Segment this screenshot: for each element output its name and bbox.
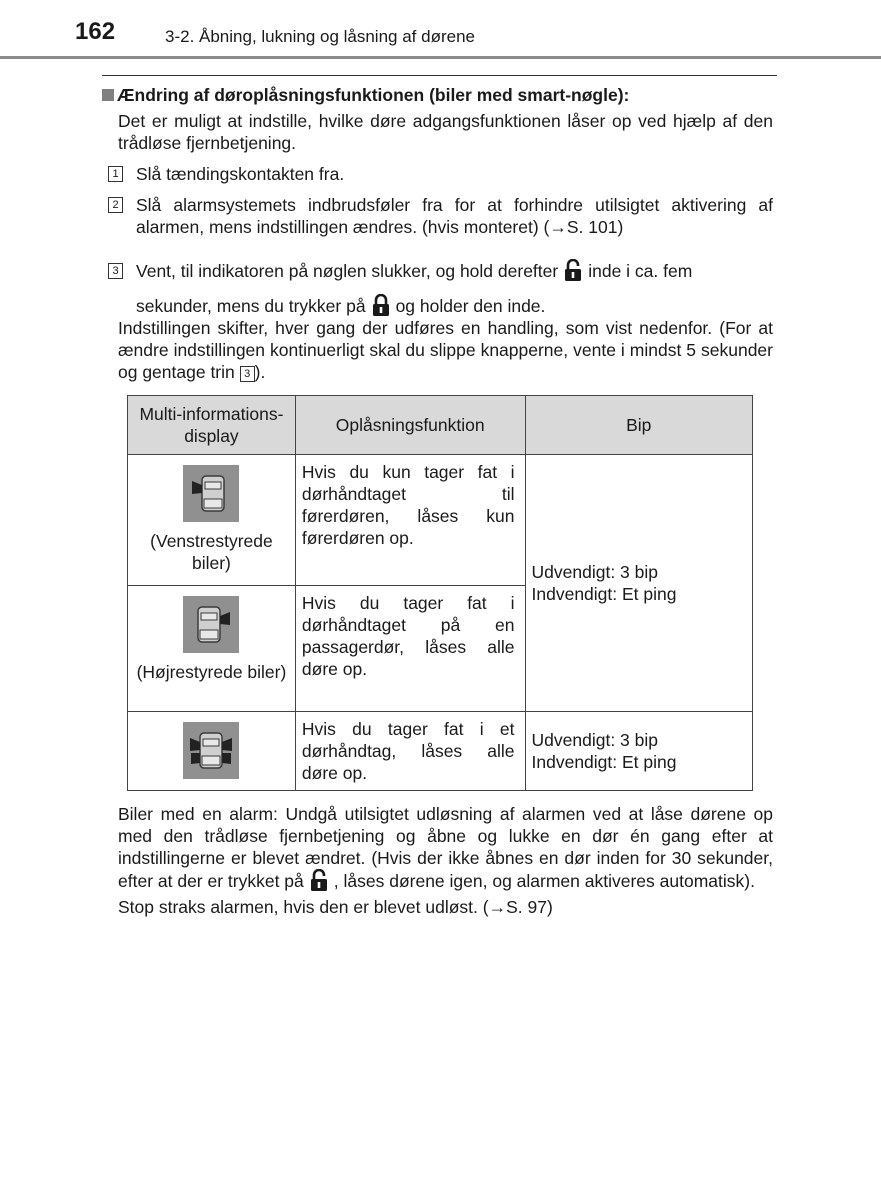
- display-cell: [128, 455, 296, 586]
- unlock-padlock-icon: [310, 869, 328, 896]
- chapter-title: 3-2. Åbning, lukning og låsning af dørene: [165, 27, 475, 46]
- section-divider: [102, 75, 777, 76]
- step-text-a: Vent, til indikatoren på nøglen slukker, og hold derefter: [136, 261, 559, 281]
- step-reference: 3: [240, 366, 255, 382]
- all-doors-display-icon: [183, 722, 239, 779]
- table-row: [128, 712, 753, 791]
- section-heading: [102, 85, 629, 106]
- function-cell: Hvis du kun tager fat i dørhåndtaget til førerdøren, låses kun førerdøren op.: [295, 455, 525, 586]
- step-text-b: inde i ca. fem sekunder, mens du trykker på: [136, 261, 693, 316]
- alarm-note: [118, 803, 773, 918]
- switch-note-text: Indstillingen skifter, hver gang der udføres en handling, som vist nedenfor. (For at ændre indstillingen kontinuerligt skal du slippe knapperne, vente i mindst 5 sekunder og gentage trin: [118, 318, 773, 382]
- display-cell: [128, 586, 296, 712]
- function-cell: Hvis du tager fat i et dørhåndtag, låses alle døre op.: [295, 712, 525, 791]
- display-label: (Venstrestyrede biler): [150, 531, 273, 573]
- bip-outside: Udvendigt: 3 bip: [531, 730, 658, 750]
- passenger-door-display-icon: [183, 596, 239, 653]
- intro-paragraph: Det er muligt at indstille, hvilke døre adgangsfunktionen låser op ved hjælp af den trådløse fjernbetjening.: [118, 111, 773, 153]
- table-header-row: [128, 396, 753, 455]
- bip-outside: Udvendigt: 3 bip: [531, 562, 658, 582]
- display-cell: [128, 712, 296, 791]
- alarm-note-end: , låses dørene igen, og alarmen aktiveres automatisk).: [333, 871, 755, 891]
- unlock-padlock-icon: [564, 259, 582, 291]
- step-text: [136, 256, 773, 326]
- bip-cell: [525, 712, 752, 791]
- switch-note-end: ).: [254, 362, 266, 382]
- step-number: 3: [108, 263, 123, 279]
- step-number: 2: [108, 197, 123, 213]
- page-number: 162: [75, 18, 116, 45]
- alarm-stop-note: Stop straks alarmen, hvis den er blevet udløst. (→S. 97): [118, 897, 553, 917]
- step-2: [108, 194, 773, 238]
- square-bullet-icon: [102, 89, 114, 101]
- column-header: Multi-informations-display: [128, 396, 296, 455]
- function-cell: Hvis du tager fat i dørhåndtaget på en passagerdør, låses alle døre op.: [295, 586, 525, 712]
- header-divider: [0, 56, 881, 59]
- column-header: Bip: [525, 396, 752, 455]
- section-heading-text: Ændring af døroplåsningsfunktionen (biler med smart-nøgle):: [117, 85, 630, 105]
- step-number: 1: [108, 166, 123, 182]
- settings-table: [127, 395, 753, 791]
- driver-door-display-icon: [183, 465, 239, 522]
- step-text: Slå tændingskontakten fra.: [136, 164, 345, 184]
- switch-note: [118, 317, 773, 383]
- column-header: Oplåsningsfunktion: [295, 396, 525, 455]
- step-3: [108, 256, 773, 326]
- step-text-c: og holder den inde.: [395, 296, 546, 316]
- bip-cell: [525, 455, 752, 712]
- alarm-note-text: Biler med en alarm: Undgå utilsigtet udløsning af alarmen ved at låse dørene op med den trådløse fjernbetjening og åbne og lukke en dør én gang efter at indstillingerne er blevet ændret. (Hvis der ikke åbnes en dør inden for 30 sekunder, efter at der er trykket på: [118, 804, 773, 891]
- step-1: [108, 163, 773, 185]
- display-label: (Højrestyrede biler): [136, 662, 287, 682]
- table-row: [128, 455, 753, 586]
- bip-inside: Indvendigt: Et ping: [531, 752, 677, 772]
- step-text: Slå alarmsystemets indbrudsføler fra for at forhindre utilsigtet aktivering af alarmen, mens indstillingen ændres. (hvis monteret) (→S. 101): [136, 195, 773, 237]
- bip-inside: Indvendigt: Et ping: [531, 584, 677, 604]
